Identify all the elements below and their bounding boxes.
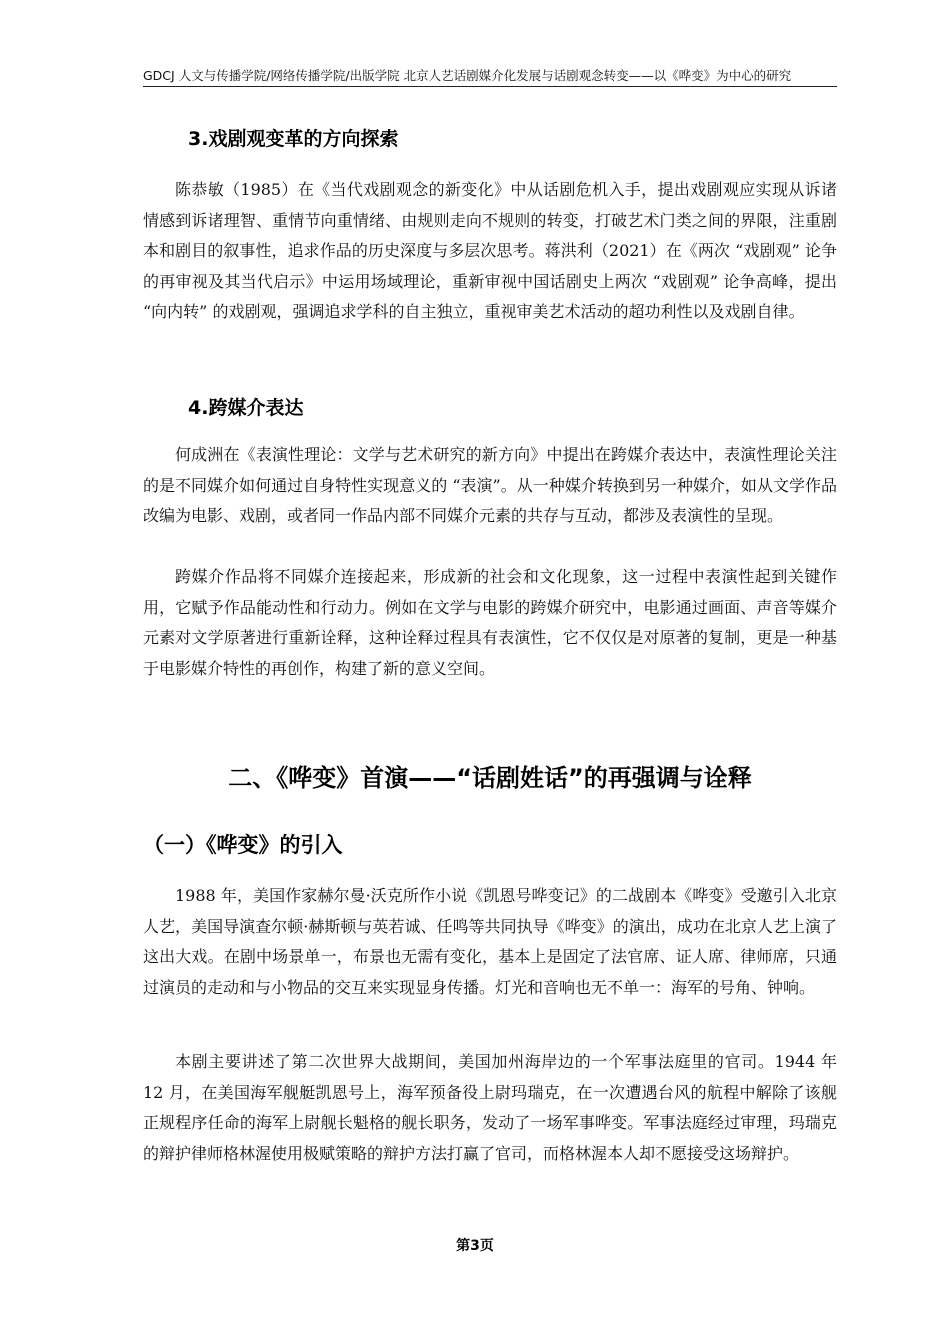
subsection-heading: （一）《哗变》的引入	[143, 833, 343, 857]
chapter-heading: 二、《哗变》首演——“话剧姓话”的再强调与诠释	[228, 764, 752, 792]
paragraph: 本剧主要讲述了第二次世界大战期间，美国加州海岸边的一个军事法庭里的官司。1944 年 12 月，在美国海军舰艇凯恩号上，海军预备役上尉玛瑞克，在一次遭遇台风的航程中解除了该舰正规程序任命的海军上尉舰长魁格的舰长职务，发动了一场军事哗变。军事法庭经过审理，玛瑞克的辩护律师格林渥使用极赋策略的辩护方法打赢了官司，而格林渥本人却不愿接受这场辩护。	[143, 1052, 837, 1163]
section-heading-4: 4.跨媒介表达	[188, 397, 304, 419]
paragraph: 跨媒介作品将不同媒介连接起来，形成新的社会和文化现象，这一过程中表演性起到关键作用，它赋予作品能动性和行动力。例如在文学与电影的跨媒介研究中，电影通过画面、声音等媒介元素对文学原著进行重新诠释，这种诠释过程具有表演性，它不仅仅是对原著的复制，更是一种基于电影媒介特性的再创作，构建了新的意义空间。	[143, 567, 837, 678]
page-number: 第3页	[456, 1238, 494, 1254]
paragraph: 何成洲在《表演性理论：文学与艺术研究的新方向》中提出在跨媒介表达中，表演性理论关注的是不同媒介如何通过自身特性实现意义的 “表演”。从一种媒介转换到另一种媒介，如从文学作品改编为电影、戏剧，或者同一作品内部不同媒介元素的共存与互动，都涉及表演性的呈现。	[143, 445, 837, 525]
paragraph: 陈恭敏（1985）在《当代戏剧观念的新变化》中从话剧危机入手，提出戏剧观应实现从诉诸情感到诉诸理智、重情节向重情绪、由规则走向不规则的转变，打破艺术门类之间的界限，注重剧本和剧目的叙事性，追求作品的历史深度与多层次思考。蒋洪利（2021）在《两次 “戏剧观” 论争的再审视及其当代启示》中运用场域理论，重新审视中国话剧史上两次 “戏剧观” 论争高峰，提出 “向内转” 的戏剧观，强调追求学科的自主独立，重视审美艺术活动的超功利性以及戏剧自律。	[143, 180, 837, 321]
section-heading-3: 3.戏剧观变革的方向探索	[188, 128, 399, 150]
paragraph: 1988 年，美国作家赫尔曼·沃克所作小说《凯恩号哗变记》的二战剧本《哗变》受邀引入北京人艺，美国导演查尔顿·赫斯顿与英若诚、任鸣等共同执导《哗变》的演出，成功在北京人艺上演了这出大戏。在剧中场景单一，布景也无需有变化，基本上是固定了法官席、证人席、律师席，只通过演员的走动和与小物品的交互来实现显身传播。灯光和音响也无不单一：海军的号角、钟响。	[143, 886, 837, 997]
running-header: GDCJ 人文与传播学院/网络传播学院/出版学院 北京人艺话剧媒介化发展与话剧观念转变——以《哗变》为中心的研究	[143, 67, 837, 87]
